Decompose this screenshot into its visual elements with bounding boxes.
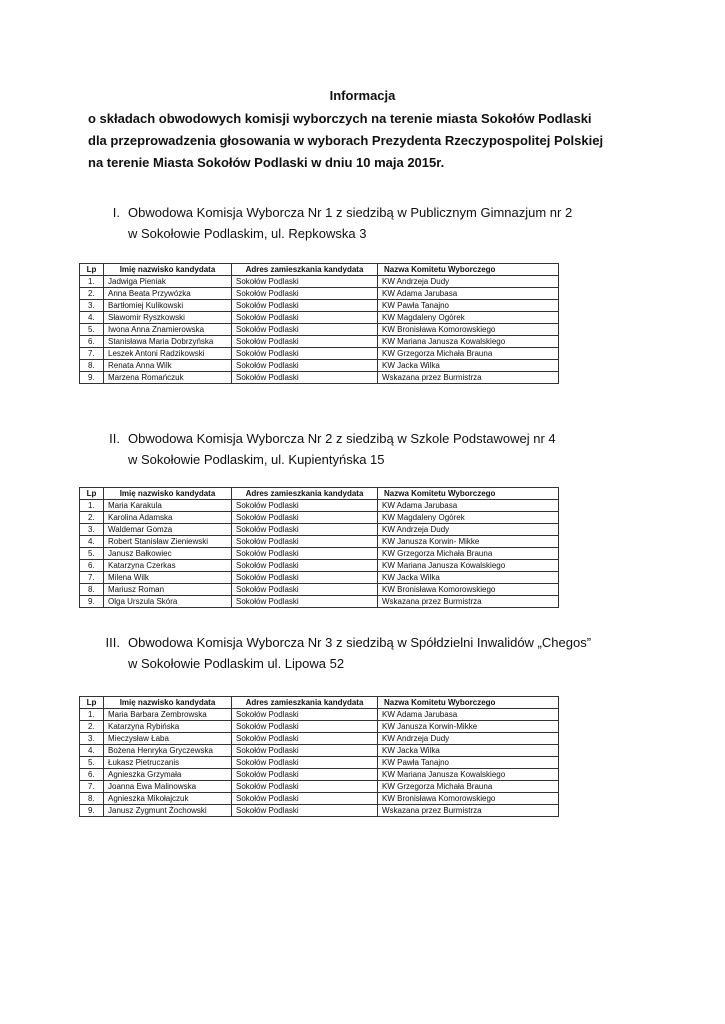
intro-line: dla przeprowadzenia głosowania w wyborach Prezydenta Rzeczypospolitej Polskiej	[88, 133, 604, 148]
candidate-address: Sokołów Podlaski	[232, 721, 378, 733]
committee-name: KW Jacka Wilka	[378, 360, 559, 372]
committee-name: KW Janusza Korwin-Mikke	[378, 721, 559, 733]
committee-name: KW Grzegorza Michała Brauna	[378, 548, 559, 560]
committee-name: KW Janusza Korwin- Mikke	[378, 536, 559, 548]
candidate-address: Sokołów Podlaski	[232, 793, 378, 805]
candidate-address: Sokołów Podlaski	[232, 360, 378, 372]
committee-name: KW Grzegorza Michała Brauna	[378, 348, 559, 360]
committee-name: KW Adama Jarubasa	[378, 500, 559, 512]
section-title: Obwodowa Komisja Wyborcza Nr 3 z siedzibą w Spółdzielni Inwalidów „Chegos”	[128, 635, 592, 650]
candidate-address: Sokołów Podlaski	[232, 596, 378, 608]
candidate-address: Sokołów Podlaski	[232, 572, 378, 584]
candidate-address: Sokołów Podlaski	[232, 300, 378, 312]
table-row	[80, 781, 559, 793]
candidate-address: Sokołów Podlaski	[232, 769, 378, 781]
table-row	[80, 805, 559, 817]
candidate-address: Sokołów Podlaski	[232, 745, 378, 757]
table-row	[80, 721, 559, 733]
candidate-address: Sokołów Podlaski	[232, 336, 378, 348]
committee-name: KW Andrzeja Dudy	[378, 733, 559, 745]
column-header-lp: Lp	[80, 697, 104, 709]
candidate-name: Katarzyna Rybińska	[104, 721, 232, 733]
candidate-name: Joanna Ewa Malinowska	[104, 781, 232, 793]
candidate-address: Sokołów Podlaski	[232, 781, 378, 793]
row-number: 5.	[80, 548, 104, 560]
row-number: 2.	[80, 721, 104, 733]
row-number: 6.	[80, 769, 104, 781]
table-row	[80, 524, 559, 536]
row-number: 7.	[80, 348, 104, 360]
table-row	[80, 793, 559, 805]
section-title: Obwodowa Komisja Wyborcza Nr 1 z siedzibą w Publicznym Gimnazjum nr 2	[128, 205, 573, 220]
commission-table-3	[79, 696, 559, 817]
table-row	[80, 548, 559, 560]
row-number: 1.	[80, 500, 104, 512]
candidate-address: Sokołów Podlaski	[232, 560, 378, 572]
committee-name: KW Pawła Tanajno	[378, 757, 559, 769]
commission-table-1	[79, 263, 559, 384]
candidate-name: Karolina Adamska	[104, 512, 232, 524]
row-number: 8.	[80, 360, 104, 372]
candidate-name: Maria Karakula	[104, 500, 232, 512]
section-numeral: III.	[105, 635, 120, 650]
row-number: 7.	[80, 781, 104, 793]
row-number: 8.	[80, 793, 104, 805]
column-header-committee: Nazwa Komitetu Wyborczego	[378, 488, 559, 500]
row-number: 9.	[80, 805, 104, 817]
committee-name: Wskazana przez Burmistrza	[378, 372, 559, 384]
candidate-name: Marzena Romańczuk	[104, 372, 232, 384]
table-row	[80, 536, 559, 548]
column-header-committee: Nazwa Komitetu Wyborczego	[378, 264, 559, 276]
candidate-address: Sokołów Podlaski	[232, 324, 378, 336]
column-header-name: Imię nazwisko kandydata	[104, 264, 232, 276]
committee-name: KW Grzegorza Michała Brauna	[378, 781, 559, 793]
candidate-name: Olga Urszula Skóra	[104, 596, 232, 608]
table-header-row	[80, 264, 559, 276]
row-number: 8.	[80, 584, 104, 596]
committee-name: KW Bronisława Komorowskiego	[378, 793, 559, 805]
committee-name: Wskazana przez Burmistrza	[378, 805, 559, 817]
candidate-name: Mariusz Roman	[104, 584, 232, 596]
table-row	[80, 324, 559, 336]
committee-name: KW Mariana Janusza Kowalskiego	[378, 336, 559, 348]
row-number: 2.	[80, 288, 104, 300]
row-number: 6.	[80, 336, 104, 348]
candidate-name: Renata Anna Wilk	[104, 360, 232, 372]
document-intro	[88, 108, 688, 174]
row-number: 4.	[80, 312, 104, 324]
table-row	[80, 584, 559, 596]
column-header-committee: Nazwa Komitetu Wyborczego	[378, 697, 559, 709]
row-number: 7.	[80, 572, 104, 584]
candidate-name: Robert Stanisław Zieniewski	[104, 536, 232, 548]
candidate-address: Sokołów Podlaski	[232, 536, 378, 548]
candidate-name: Waldemar Gomza	[104, 524, 232, 536]
table-row	[80, 709, 559, 721]
candidate-name: Anna Beata Przywózka	[104, 288, 232, 300]
row-number: 9.	[80, 372, 104, 384]
table-row	[80, 757, 559, 769]
candidate-address: Sokołów Podlaski	[232, 584, 378, 596]
document-title: Informacja	[329, 88, 396, 103]
committee-name: KW Pawła Tanajno	[378, 300, 559, 312]
section-numeral: II.	[109, 431, 120, 446]
committee-name: KW Adama Jarubasa	[378, 709, 559, 721]
column-header-lp: Lp	[80, 488, 104, 500]
row-number: 2.	[80, 512, 104, 524]
committee-name: KW Bronisława Komorowskiego	[378, 584, 559, 596]
row-number: 5.	[80, 324, 104, 336]
table-row	[80, 372, 559, 384]
candidate-address: Sokołów Podlaski	[232, 805, 378, 817]
table-row	[80, 512, 559, 524]
candidate-name: Bartłomiej Kulikowski	[104, 300, 232, 312]
table-row	[80, 348, 559, 360]
table-row	[80, 300, 559, 312]
candidate-name: Milena Wilk	[104, 572, 232, 584]
candidate-name: Stanisława Maria Dobrzyńska	[104, 336, 232, 348]
row-number: 3.	[80, 733, 104, 745]
candidate-name: Maria Barbara Zembrowska	[104, 709, 232, 721]
candidate-name: Sławomir Ryszkowski	[104, 312, 232, 324]
column-header-address: Adres zamieszkania kandydata	[232, 697, 378, 709]
candidate-address: Sokołów Podlaski	[232, 512, 378, 524]
table-row	[80, 276, 559, 288]
committee-name: KW Mariana Janusza Kowalskiego	[378, 560, 559, 572]
table-row	[80, 288, 559, 300]
row-number: 9.	[80, 596, 104, 608]
candidate-address: Sokołów Podlaski	[232, 524, 378, 536]
candidate-name: Bożena Henryka Gryczewska	[104, 745, 232, 757]
row-number: 1.	[80, 709, 104, 721]
committee-name: KW Jacka Wilka	[378, 572, 559, 584]
table-row	[80, 312, 559, 324]
table-header-row	[80, 697, 559, 709]
commission-table-2	[79, 487, 559, 608]
committee-name: KW Mariana Janusza Kowalskiego	[378, 769, 559, 781]
candidate-name: Jadwiga Pieniak	[104, 276, 232, 288]
committee-name: KW Adama Jarubasa	[378, 288, 559, 300]
candidate-address: Sokołów Podlaski	[232, 312, 378, 324]
column-header-name: Imię nazwisko kandydata	[104, 488, 232, 500]
candidate-name: Agnieszka Mikołajczuk	[104, 793, 232, 805]
row-number: 5.	[80, 757, 104, 769]
candidate-address: Sokołów Podlaski	[232, 288, 378, 300]
section-address: w Sokołowie Podlaskim, ul. Kupientyńska 15	[128, 452, 385, 467]
candidate-address: Sokołów Podlaski	[232, 276, 378, 288]
row-number: 1.	[80, 276, 104, 288]
row-number: 4.	[80, 745, 104, 757]
candidate-address: Sokołów Podlaski	[232, 733, 378, 745]
candidate-address: Sokołów Podlaski	[232, 757, 378, 769]
table-row	[80, 733, 559, 745]
column-header-address: Adres zamieszkania kandydata	[232, 264, 378, 276]
row-number: 3.	[80, 300, 104, 312]
candidate-name: Katarzyna Czerkas	[104, 560, 232, 572]
candidate-address: Sokołów Podlaski	[232, 372, 378, 384]
committee-name: KW Andrzeja Dudy	[378, 276, 559, 288]
intro-line: na terenie Miasta Sokołów Podlaski w dniu 10 maja 2015r.	[88, 155, 445, 170]
table-row	[80, 500, 559, 512]
candidate-name: Leszek Antoni Radzikowski	[104, 348, 232, 360]
row-number: 3.	[80, 524, 104, 536]
candidate-name: Łukasz Pietruczanis	[104, 757, 232, 769]
table-row	[80, 572, 559, 584]
committee-name: KW Magdaleny Ogórek	[378, 312, 559, 324]
table-row	[80, 745, 559, 757]
table-row	[80, 560, 559, 572]
table-row	[80, 360, 559, 372]
candidate-name: Iwona Anna Znamierowska	[104, 324, 232, 336]
candidate-address: Sokołów Podlaski	[232, 500, 378, 512]
candidate-address: Sokołów Podlaski	[232, 548, 378, 560]
committee-name: KW Jacka Wilka	[378, 745, 559, 757]
section-heading-3	[88, 632, 688, 674]
row-number: 6.	[80, 560, 104, 572]
committee-name: KW Andrzeja Dudy	[378, 524, 559, 536]
column-header-lp: Lp	[80, 264, 104, 276]
table-header-row	[80, 488, 559, 500]
committee-name: KW Magdaleny Ogórek	[378, 512, 559, 524]
section-address: w Sokołowie Podlaskim, ul. Repkowska 3	[128, 226, 367, 241]
candidate-name: Janusz Bałkowiec	[104, 548, 232, 560]
committee-name: Wskazana przez Burmistrza	[378, 596, 559, 608]
table-row	[80, 336, 559, 348]
candidate-name: Janusz Zygmunt Żochowski	[104, 805, 232, 817]
column-header-name: Imię nazwisko kandydata	[104, 697, 232, 709]
intro-line: o składach obwodowych komisji wyborczych na terenie miasta Sokołów Podlaski	[88, 111, 592, 126]
table-row	[80, 769, 559, 781]
committee-name: KW Bronisława Komorowskiego	[378, 324, 559, 336]
column-header-address: Adres zamieszkania kandydata	[232, 488, 378, 500]
candidate-address: Sokołów Podlaski	[232, 348, 378, 360]
section-address: w Sokołowie Podlaskim ul. Lipowa 52	[128, 656, 345, 671]
row-number: 4.	[80, 536, 104, 548]
candidate-name: Mieczysław Łaba	[104, 733, 232, 745]
section-heading-2	[88, 428, 688, 470]
section-title: Obwodowa Komisja Wyborcza Nr 2 z siedzibą w Szkole Podstawowej nr 4	[128, 431, 556, 446]
candidate-name: Agnieszka Grzymała	[104, 769, 232, 781]
section-heading-1	[88, 202, 688, 244]
candidate-address: Sokołów Podlaski	[232, 709, 378, 721]
section-numeral: I.	[112, 205, 120, 220]
table-row	[80, 596, 559, 608]
